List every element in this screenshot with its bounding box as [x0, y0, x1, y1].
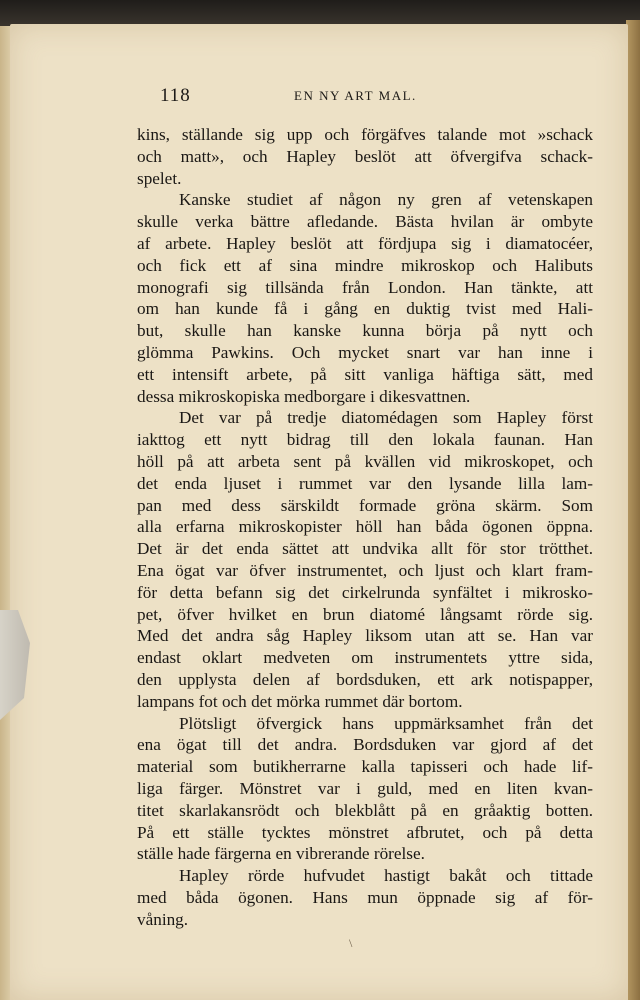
- footer-mark: \: [349, 936, 353, 950]
- text-line: Kanske studiet af någon ny gren af vetenskapen: [179, 190, 593, 210]
- text-line: iakttog ett nytt bidrag till den lokala faunan. Han: [137, 430, 593, 450]
- text-line: dessa mikroskopiska medborgare i dikesvattnen.: [137, 386, 471, 406]
- text-line: Det var på tredje diatomédagen som Hapley först: [179, 408, 593, 428]
- text-line: våning.: [137, 909, 189, 929]
- text-line: om han kunde få i gång en duktig tvist med Hali-: [137, 299, 593, 319]
- text-line: ställe hade färgerna en vibrerande rörelse.: [137, 844, 425, 864]
- text-line: På ett ställe tycktes mönstret afbrutet, och på detta: [137, 822, 593, 842]
- text-line: but, skulle han kanske kunna börja på nytt och: [137, 321, 593, 341]
- text-line: den upplysta delen af bordsduken, ett ark notispapper,: [137, 669, 593, 689]
- page-number: 118: [160, 85, 191, 106]
- page-header: [160, 85, 600, 105]
- text-line: skulle verka bättre afledande. Bästa hvilan är ombyte: [137, 212, 593, 232]
- text-line: spelet.: [137, 168, 182, 188]
- text-line: liga färger. Mönstret var i guld, med en liten kvan-: [137, 778, 593, 798]
- text-line: ett intensift arbete, på sitt vanliga häftiga sätt, med: [137, 364, 593, 384]
- book-page-edges: [626, 20, 640, 1000]
- text-line: monografi sig tillsända från London. Han tänkte, att: [137, 277, 593, 297]
- text-line: det enda ljuset i rummet var den lysande lilla lam-: [137, 473, 593, 493]
- text-line: höll på att arbeta sent på kvällen vid mikroskopet, och: [137, 451, 593, 471]
- text-line: af arbete. Hapley beslöt att fördjupa sig i diamatocéer,: [137, 233, 593, 253]
- text-line: Plötsligt öfvergick hans uppmärksamhet från det: [179, 713, 593, 733]
- text-line: pet, öfver hvilket en brun diatomé långsamt rörde sig.: [137, 604, 593, 624]
- text-line: Med det andra såg Hapley liksom utan att se. Han var: [137, 626, 593, 646]
- book-top-edge: [0, 0, 640, 26]
- text-line: för detta befann sig det cirkelrunda synfältet i mikrosko-: [137, 582, 593, 602]
- text-line: och matt», och Hapley beslöt att öfvergifva schack-: [137, 146, 593, 166]
- text-line: och fick ett af sina mindre mikroskop och Halibuts: [137, 255, 593, 275]
- text-line: Hapley rörde hufvudet hastigt bakåt och tittade: [179, 866, 593, 886]
- text-line: glömma Pawkins. Och mycket snart var han inne i: [137, 342, 593, 362]
- text-line: med båda ögonen. Hans mun öppnade sig af för-: [137, 887, 593, 907]
- text-line: Det är det enda sättet att undvika allt för stor trötthet.: [137, 539, 593, 559]
- text-line: Ena ögat var öfver instrumentet, och ljust och klart fram-: [137, 560, 593, 580]
- text-line: lampans fot och det mörka rummet där bortom.: [137, 691, 463, 711]
- text-line: titet skarlakansrödt och blekblått på en gråaktig botten.: [137, 800, 593, 820]
- text-line: endast oklart medveten om instrumentets yttre sida,: [137, 648, 593, 668]
- running-title: EN NY ART MAL.: [294, 88, 417, 103]
- text-line: kins, ställande sig upp och förgäfves talande mot »schack: [137, 125, 593, 144]
- text-line: material som butikherrarne kalla tapisseri och hade lif-: [137, 757, 593, 777]
- text-line: alla erfarna mikroskopister höll han båda ögonen öppna.: [137, 517, 593, 537]
- book-page: [10, 24, 628, 1000]
- body-text: [137, 124, 593, 930]
- text-line: pan med dess särskildt formade gröna skärm. Som: [137, 495, 593, 515]
- text-line: ena ögat till det andra. Bordsduken var gjord af det: [137, 735, 593, 755]
